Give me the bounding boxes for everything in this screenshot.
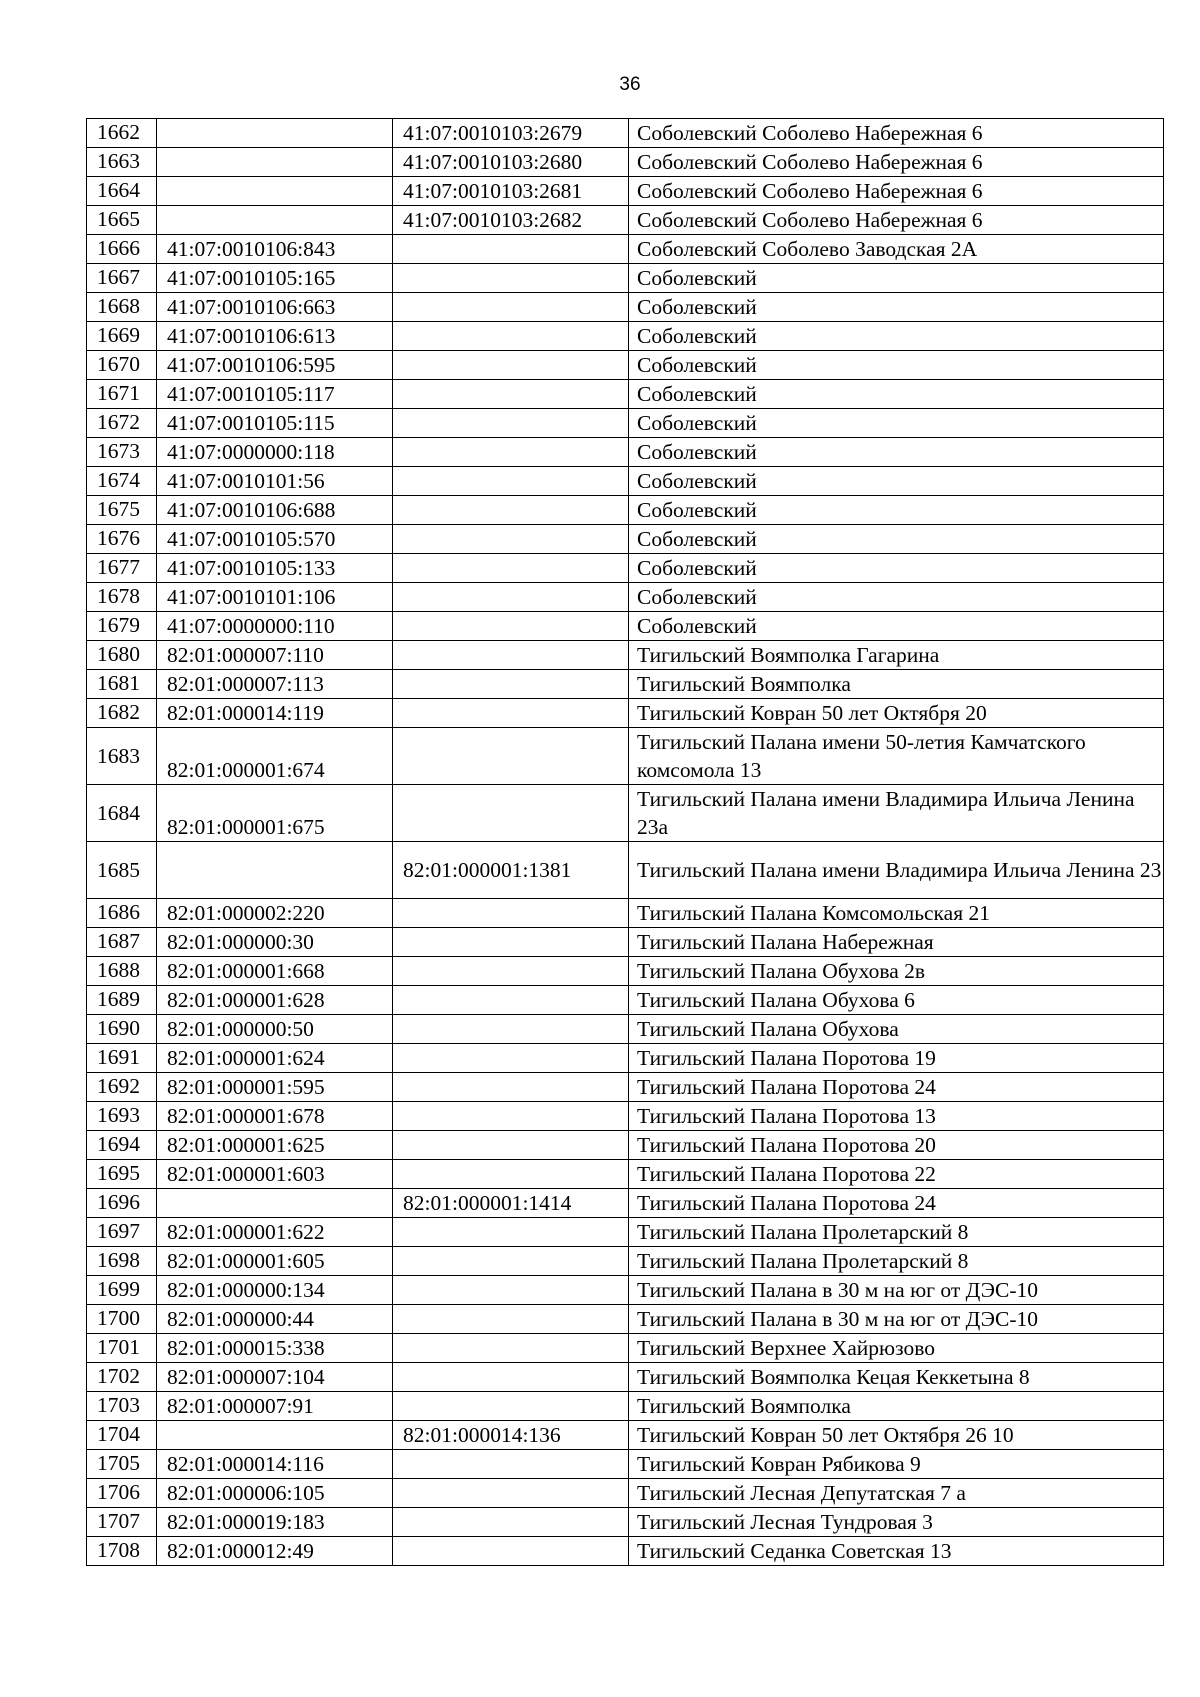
building-cadastral-number-cell	[393, 1160, 629, 1189]
address-cell: Соболевский	[629, 583, 1164, 612]
address-cell: Тигильский Лесная Тундровая 3	[629, 1508, 1164, 1537]
table-row	[87, 1537, 1164, 1566]
building-cadastral-number-cell	[393, 1276, 629, 1305]
cadastral-number-cell: 82:01:000014:119	[157, 699, 393, 728]
building-cadastral-number-cell	[393, 1131, 629, 1160]
cadastral-number-cell: 82:01:000001:624	[157, 1044, 393, 1073]
address-cell: Тигильский Воямполка	[629, 1392, 1164, 1421]
address-cell: Тигильский Палана имени Владимира Ильича Ленина 23а	[629, 785, 1164, 842]
address-cell: Тигильский Палана в 30 м на юг от ДЭС-10	[629, 1276, 1164, 1305]
building-cadastral-number-cell	[393, 1537, 629, 1566]
table-row	[87, 1450, 1164, 1479]
row-number-cell: 1675	[87, 496, 157, 525]
building-cadastral-number-cell	[393, 1102, 629, 1131]
table-row	[87, 322, 1164, 351]
row-number-cell: 1687	[87, 928, 157, 957]
building-cadastral-number-cell	[393, 351, 629, 380]
building-cadastral-number-cell	[393, 785, 629, 842]
address-cell: Тигильский Ковран 50 лет Октября 26 10	[629, 1421, 1164, 1450]
address-cell: Тигильский Палана Набережная	[629, 928, 1164, 957]
cadastral-number-cell	[157, 1189, 393, 1218]
registry-table-body	[87, 119, 1164, 1566]
building-cadastral-number-cell	[393, 1218, 629, 1247]
address-cell: Соболевский	[629, 264, 1164, 293]
building-cadastral-number-cell	[393, 1305, 629, 1334]
table-row	[87, 1276, 1164, 1305]
cadastral-number-cell: 82:01:000012:49	[157, 1537, 393, 1566]
building-cadastral-number-cell	[393, 1363, 629, 1392]
address-cell: Тигильский Палана Пролетарский 8	[629, 1247, 1164, 1276]
address-cell: Соболевский	[629, 438, 1164, 467]
table-row	[87, 1421, 1164, 1450]
cadastral-number-cell	[157, 177, 393, 206]
address-cell: Тигильский Палана Поротова 13	[629, 1102, 1164, 1131]
cadastral-number-cell: 82:01:000001:675	[157, 785, 393, 842]
address-cell: Соболевский Соболево Набережная 6	[629, 177, 1164, 206]
row-number-cell: 1704	[87, 1421, 157, 1450]
row-number-cell: 1698	[87, 1247, 157, 1276]
building-cadastral-number-cell	[393, 235, 629, 264]
row-number-cell: 1667	[87, 264, 157, 293]
building-cadastral-number-cell	[393, 293, 629, 322]
cadastral-number-cell: 41:07:0000000:118	[157, 438, 393, 467]
row-number-cell: 1699	[87, 1276, 157, 1305]
building-cadastral-number-cell	[393, 670, 629, 699]
building-cadastral-number-cell	[393, 438, 629, 467]
table-row	[87, 785, 1164, 842]
table-row	[87, 1334, 1164, 1363]
building-cadastral-number-cell	[393, 1015, 629, 1044]
table-row	[87, 409, 1164, 438]
address-cell: Тигильский Ковран 50 лет Октября 20	[629, 699, 1164, 728]
table-row	[87, 1189, 1164, 1218]
cadastral-number-cell: 82:01:000000:30	[157, 928, 393, 957]
table-row	[87, 1160, 1164, 1189]
table-row	[87, 612, 1164, 641]
building-cadastral-number-cell: 41:07:0010103:2682	[393, 206, 629, 235]
building-cadastral-number-cell	[393, 1508, 629, 1537]
address-cell: Соболевский	[629, 322, 1164, 351]
row-number-cell: 1688	[87, 957, 157, 986]
cadastral-number-cell: 41:07:0010106:843	[157, 235, 393, 264]
cadastral-number-cell	[157, 206, 393, 235]
table-row	[87, 842, 1164, 899]
building-cadastral-number-cell	[393, 380, 629, 409]
table-row	[87, 1392, 1164, 1421]
address-cell: Тигильский Палана Пролетарский 8	[629, 1218, 1164, 1247]
row-number-cell: 1705	[87, 1450, 157, 1479]
building-cadastral-number-cell: 82:01:000001:1414	[393, 1189, 629, 1218]
address-cell: Тигильский Палана Поротова 24	[629, 1073, 1164, 1102]
row-number-cell: 1684	[87, 785, 157, 842]
building-cadastral-number-cell	[393, 1044, 629, 1073]
address-cell: Тигильский Верхнее Хайрюзово	[629, 1334, 1164, 1363]
cadastral-number-cell: 82:01:000006:105	[157, 1479, 393, 1508]
cadastral-number-cell: 82:01:000000:44	[157, 1305, 393, 1334]
row-number-cell: 1690	[87, 1015, 157, 1044]
address-cell: Тигильский Палана Поротова 20	[629, 1131, 1164, 1160]
building-cadastral-number-cell	[393, 583, 629, 612]
cadastral-number-cell: 82:01:000001:628	[157, 986, 393, 1015]
cadastral-number-cell: 41:07:0010105:133	[157, 554, 393, 583]
row-number-cell: 1680	[87, 641, 157, 670]
row-number-cell: 1697	[87, 1218, 157, 1247]
cadastral-number-cell: 82:01:000007:113	[157, 670, 393, 699]
address-cell: Соболевский	[629, 351, 1164, 380]
table-row	[87, 1508, 1164, 1537]
row-number-cell: 1664	[87, 177, 157, 206]
row-number-cell: 1681	[87, 670, 157, 699]
building-cadastral-number-cell	[393, 1450, 629, 1479]
row-number-cell: 1672	[87, 409, 157, 438]
building-cadastral-number-cell	[393, 957, 629, 986]
building-cadastral-number-cell: 41:07:0010103:2679	[393, 119, 629, 148]
row-number-cell: 1662	[87, 119, 157, 148]
building-cadastral-number-cell	[393, 496, 629, 525]
building-cadastral-number-cell	[393, 728, 629, 785]
address-cell: Тигильский Палана Обухова	[629, 1015, 1164, 1044]
table-row	[87, 928, 1164, 957]
row-number-cell: 1694	[87, 1131, 157, 1160]
building-cadastral-number-cell	[393, 928, 629, 957]
address-cell: Тигильский Ковран Рябикова 9	[629, 1450, 1164, 1479]
row-number-cell: 1679	[87, 612, 157, 641]
building-cadastral-number-cell	[393, 1392, 629, 1421]
building-cadastral-number-cell	[393, 525, 629, 554]
address-cell: Тигильский Палана Обухова 2в	[629, 957, 1164, 986]
cadastral-number-cell: 82:01:000007:104	[157, 1363, 393, 1392]
cadastral-number-cell: 82:01:000001:625	[157, 1131, 393, 1160]
cadastral-number-cell: 82:01:000015:338	[157, 1334, 393, 1363]
row-number-cell: 1678	[87, 583, 157, 612]
address-cell: Тигильский Палана Обухова 6	[629, 986, 1164, 1015]
address-cell: Соболевский	[629, 467, 1164, 496]
table-row	[87, 1131, 1164, 1160]
table-row	[87, 899, 1164, 928]
registry-table	[86, 118, 1164, 1566]
building-cadastral-number-cell: 41:07:0010103:2680	[393, 148, 629, 177]
table-row	[87, 467, 1164, 496]
table-row	[87, 438, 1164, 467]
table-row	[87, 1247, 1164, 1276]
building-cadastral-number-cell	[393, 1247, 629, 1276]
row-number-cell: 1696	[87, 1189, 157, 1218]
cadastral-number-cell: 82:01:000007:91	[157, 1392, 393, 1421]
building-cadastral-number-cell	[393, 699, 629, 728]
address-cell: Тигильский Палана Комсомольская 21	[629, 899, 1164, 928]
address-cell: Тигильский Палана имени 50-летия Камчатского комсомола 13	[629, 728, 1164, 785]
cadastral-number-cell	[157, 148, 393, 177]
table-row	[87, 1363, 1164, 1392]
address-cell: Тигильский Воямполка Кецая Кеккетына 8	[629, 1363, 1164, 1392]
cadastral-number-cell	[157, 119, 393, 148]
row-number-cell: 1700	[87, 1305, 157, 1334]
building-cadastral-number-cell: 82:01:000001:1381	[393, 842, 629, 899]
cadastral-number-cell: 82:01:000002:220	[157, 899, 393, 928]
table-row	[87, 525, 1164, 554]
table-row	[87, 206, 1164, 235]
cadastral-number-cell: 82:01:000000:134	[157, 1276, 393, 1305]
address-cell: Тигильский Лесная Депутатская 7 а	[629, 1479, 1164, 1508]
address-cell: Тигильский Палана в 30 м на юг от ДЭС-10	[629, 1305, 1164, 1334]
row-number-cell: 1668	[87, 293, 157, 322]
cadastral-number-cell: 82:01:000000:50	[157, 1015, 393, 1044]
building-cadastral-number-cell	[393, 322, 629, 351]
table-row	[87, 264, 1164, 293]
cadastral-number-cell: 41:07:0010105:117	[157, 380, 393, 409]
building-cadastral-number-cell	[393, 986, 629, 1015]
cadastral-number-cell: 82:01:000014:116	[157, 1450, 393, 1479]
building-cadastral-number-cell	[393, 1334, 629, 1363]
address-cell: Тигильский Палана Поротова 22	[629, 1160, 1164, 1189]
building-cadastral-number-cell	[393, 554, 629, 583]
row-number-cell: 1682	[87, 699, 157, 728]
row-number-cell: 1689	[87, 986, 157, 1015]
cadastral-number-cell: 82:01:000001:595	[157, 1073, 393, 1102]
table-row	[87, 1479, 1164, 1508]
row-number-cell: 1692	[87, 1073, 157, 1102]
table-row	[87, 1015, 1164, 1044]
building-cadastral-number-cell	[393, 612, 629, 641]
table-row	[87, 699, 1164, 728]
cadastral-number-cell: 41:07:0010105:570	[157, 525, 393, 554]
cadastral-number-cell: 82:01:000001:622	[157, 1218, 393, 1247]
cadastral-number-cell: 41:07:0010105:165	[157, 264, 393, 293]
row-number-cell: 1706	[87, 1479, 157, 1508]
cadastral-number-cell	[157, 1421, 393, 1450]
row-number-cell: 1691	[87, 1044, 157, 1073]
row-number-cell: 1671	[87, 380, 157, 409]
table-row	[87, 670, 1164, 699]
row-number-cell: 1703	[87, 1392, 157, 1421]
cadastral-number-cell: 41:07:0000000:110	[157, 612, 393, 641]
table-row	[87, 641, 1164, 670]
row-number-cell: 1685	[87, 842, 157, 899]
table-row	[87, 986, 1164, 1015]
cadastral-number-cell: 82:01:000001:605	[157, 1247, 393, 1276]
table-row	[87, 235, 1164, 264]
building-cadastral-number-cell: 41:07:0010103:2681	[393, 177, 629, 206]
address-cell: Тигильский Седанка Советская 13	[629, 1537, 1164, 1566]
building-cadastral-number-cell	[393, 264, 629, 293]
cadastral-number-cell: 82:01:000001:678	[157, 1102, 393, 1131]
row-number-cell: 1683	[87, 728, 157, 785]
address-cell: Соболевский Соболево Заводская 2А	[629, 235, 1164, 264]
building-cadastral-number-cell	[393, 1479, 629, 1508]
address-cell: Соболевский	[629, 612, 1164, 641]
address-cell: Тигильский Палана Поротова 24	[629, 1189, 1164, 1218]
row-number-cell: 1670	[87, 351, 157, 380]
building-cadastral-number-cell	[393, 1073, 629, 1102]
row-number-cell: 1708	[87, 1537, 157, 1566]
address-cell: Соболевский	[629, 380, 1164, 409]
cadastral-number-cell: 41:07:0010106:595	[157, 351, 393, 380]
row-number-cell: 1673	[87, 438, 157, 467]
building-cadastral-number-cell: 82:01:000014:136	[393, 1421, 629, 1450]
building-cadastral-number-cell	[393, 467, 629, 496]
address-cell: Тигильский Палана имени Владимира Ильича Ленина 23	[629, 842, 1164, 899]
cadastral-number-cell: 41:07:0010101:56	[157, 467, 393, 496]
row-number-cell: 1701	[87, 1334, 157, 1363]
address-cell: Соболевский	[629, 496, 1164, 525]
row-number-cell: 1702	[87, 1363, 157, 1392]
cadastral-number-cell: 41:07:0010106:663	[157, 293, 393, 322]
table-row	[87, 583, 1164, 612]
table-row	[87, 380, 1164, 409]
cadastral-number-cell: 41:07:0010101:106	[157, 583, 393, 612]
table-row	[87, 957, 1164, 986]
cadastral-number-cell: 41:07:0010106:613	[157, 322, 393, 351]
row-number-cell: 1707	[87, 1508, 157, 1537]
row-number-cell: 1669	[87, 322, 157, 351]
table-row	[87, 148, 1164, 177]
row-number-cell: 1665	[87, 206, 157, 235]
table-row	[87, 1044, 1164, 1073]
cadastral-number-cell: 41:07:0010106:688	[157, 496, 393, 525]
cadastral-number-cell	[157, 842, 393, 899]
row-number-cell: 1686	[87, 899, 157, 928]
table-row	[87, 554, 1164, 583]
row-number-cell: 1676	[87, 525, 157, 554]
address-cell: Соболевский	[629, 293, 1164, 322]
address-cell: Тигильский Воямполка	[629, 670, 1164, 699]
page-number: 36	[619, 74, 641, 95]
address-cell: Соболевский Соболево Набережная 6	[629, 119, 1164, 148]
table-row	[87, 1305, 1164, 1334]
address-cell: Соболевский	[629, 525, 1164, 554]
address-cell: Соболевский	[629, 409, 1164, 438]
cadastral-number-cell: 41:07:0010105:115	[157, 409, 393, 438]
address-cell: Тигильский Палана Поротова 19	[629, 1044, 1164, 1073]
table-row	[87, 177, 1164, 206]
table-row	[87, 1102, 1164, 1131]
table-row	[87, 728, 1164, 785]
table-row	[87, 293, 1164, 322]
row-number-cell: 1677	[87, 554, 157, 583]
building-cadastral-number-cell	[393, 641, 629, 670]
table-row	[87, 351, 1164, 380]
table-row	[87, 1073, 1164, 1102]
row-number-cell: 1674	[87, 467, 157, 496]
address-cell: Соболевский Соболево Набережная 6	[629, 148, 1164, 177]
cadastral-number-cell: 82:01:000001:603	[157, 1160, 393, 1189]
row-number-cell: 1663	[87, 148, 157, 177]
building-cadastral-number-cell	[393, 899, 629, 928]
address-cell: Соболевский	[629, 554, 1164, 583]
cadastral-number-cell: 82:01:000001:668	[157, 957, 393, 986]
table-row	[87, 1218, 1164, 1247]
row-number-cell: 1666	[87, 235, 157, 264]
cadastral-number-cell: 82:01:000007:110	[157, 641, 393, 670]
row-number-cell: 1693	[87, 1102, 157, 1131]
cadastral-number-cell: 82:01:000001:674	[157, 728, 393, 785]
address-cell: Тигильский Воямполка Гагарина	[629, 641, 1164, 670]
row-number-cell: 1695	[87, 1160, 157, 1189]
address-cell: Соболевский Соболево Набережная 6	[629, 206, 1164, 235]
table-row	[87, 496, 1164, 525]
building-cadastral-number-cell	[393, 409, 629, 438]
cadastral-number-cell: 82:01:000019:183	[157, 1508, 393, 1537]
table-row	[87, 119, 1164, 148]
